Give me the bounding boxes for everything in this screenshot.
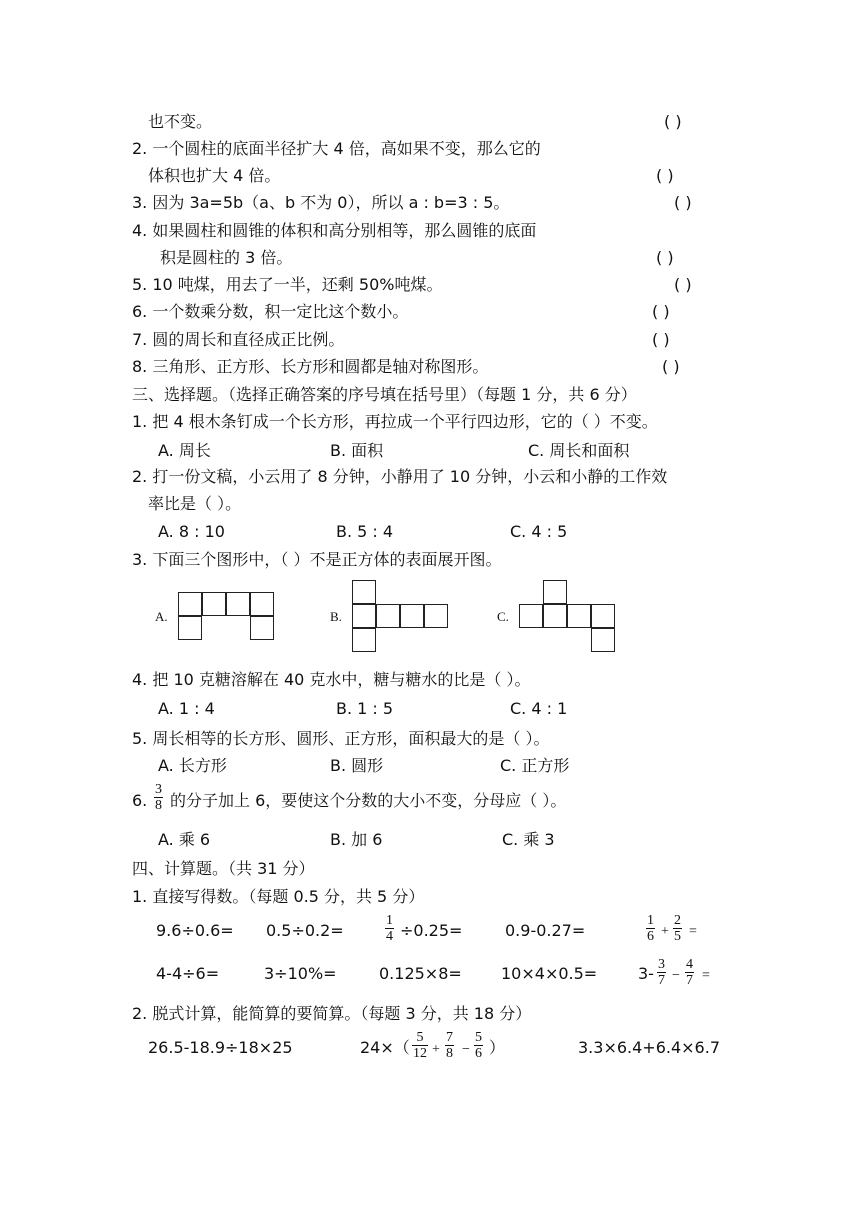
choice-q1-option-b[interactable]: B. 面积 xyxy=(330,441,384,460)
choice-q4: 4. 把 10 克糖溶解在 40 克水中，糖与糖水的比是（ ）。 xyxy=(132,670,531,689)
choice-q6-option-a[interactable]: A. 乘 6 xyxy=(158,830,211,849)
judge-item-1-cont: 也不变。 xyxy=(148,112,213,131)
fraction-numerator: 1 xyxy=(647,913,654,928)
choice-q6-number: 6. xyxy=(132,791,148,810)
fraction-numerator: 4 xyxy=(686,957,693,972)
calc-r3-c2-head: 24×（ xyxy=(360,1038,410,1057)
choice-q1-option-a[interactable]: A. 周长 xyxy=(158,441,211,460)
calc-r1-c3-fraction xyxy=(385,913,394,944)
choice-q5-option-b[interactable]: B. 圆形 xyxy=(330,756,384,775)
calc-r3-op1: + xyxy=(432,1042,440,1057)
calc-r2-c2: 3÷10%= xyxy=(264,964,337,983)
fraction-numerator: 3 xyxy=(658,957,665,972)
calc-r2-c5-op: − xyxy=(672,968,680,983)
judge-bracket-4[interactable]: ( ) xyxy=(656,248,674,267)
fraction-numerator: 1 xyxy=(386,913,393,928)
calc-r1-c3-tail: ÷0.25= xyxy=(400,921,463,940)
calc-heading: 四、计算题。（共 31 分） xyxy=(132,859,315,878)
calc-r1-c4: 0.9-0.27= xyxy=(505,921,586,940)
choice-q6-option-c[interactable]: C. 乘 3 xyxy=(502,830,555,849)
choice-heading: 三、选择题。（选择正确答案的序号填在括号里）（每题 1 分，共 6 分） xyxy=(132,385,637,404)
fraction-denominator: 8 xyxy=(155,798,162,813)
fraction-denominator: 5 xyxy=(674,929,681,944)
calc-r3-fraction-1 xyxy=(412,1030,428,1061)
judge-item-4: 4. 如果圆柱和圆锥的体积和高分别相等，那么圆锥的底面 xyxy=(132,221,537,240)
net-c-label[interactable]: C. xyxy=(497,609,509,624)
choice-q2: 2. 打一份文稿，小云用了 8 分钟，小静用了 10 分钟，小云和小静的工作效 xyxy=(132,467,668,486)
choice-q1-option-c[interactable]: C. 周长和面积 xyxy=(528,441,630,460)
choice-q5-option-a[interactable]: A. 长方形 xyxy=(158,756,227,775)
calc-r3-c3: 3.3×6.4+6.4×6.7 xyxy=(578,1038,720,1057)
calc-r1-c5-fraction-b xyxy=(673,913,682,944)
calc-part2-title: 2. 脱式计算，能简算的要简算。（每题 3 分，共 18 分） xyxy=(132,1004,532,1023)
judge-item-3: 3. 因为 3a=5b（a、b 不为 0），所以 a : b=3 : 5。 xyxy=(132,193,510,212)
judge-bracket-8[interactable]: ( ) xyxy=(662,357,680,376)
calc-r1-c1: 9.6÷0.6= xyxy=(156,921,234,940)
calc-r1-c5-op: + xyxy=(661,924,669,939)
judge-item-2-cont: 体积也扩大 4 倍。 xyxy=(148,166,281,185)
judge-bracket-6[interactable]: ( ) xyxy=(652,302,670,321)
calc-r1-c5-fraction-a xyxy=(646,913,655,944)
calc-r1-c5-eq: = xyxy=(689,924,697,939)
judge-item-6: 6. 一个数乘分数，积一定比这个数小。 xyxy=(132,302,409,321)
net-b-label[interactable]: B. xyxy=(330,609,342,624)
judge-bracket-2[interactable]: ( ) xyxy=(656,166,674,185)
judge-item-8: 8. 三角形、正方形、长方形和圆都是轴对称图形。 xyxy=(132,357,489,376)
fraction-denominator: 4 xyxy=(386,929,393,944)
calc-r2-c1: 4-4÷6= xyxy=(156,964,220,983)
fraction-denominator: 7 xyxy=(686,973,693,988)
choice-q6-fraction xyxy=(154,782,163,813)
judge-item-4-cont: 积是圆柱的 3 倍。 xyxy=(160,248,293,267)
choice-q2-option-a[interactable]: A. 8 : 10 xyxy=(158,522,225,541)
judge-item-2: 2. 一个圆柱的底面半径扩大 4 倍，高如果不变，那么它的 xyxy=(132,139,541,158)
judge-bracket-7[interactable]: ( ) xyxy=(652,330,670,349)
fraction-denominator: 7 xyxy=(658,973,665,988)
fraction-denominator: 8 xyxy=(446,1046,453,1061)
calc-r2-c5-eq: = xyxy=(702,968,710,983)
calc-r2-c5-fraction-b xyxy=(685,957,694,988)
judge-bracket-1[interactable]: ( ) xyxy=(664,112,682,131)
judge-bracket-5[interactable]: ( ) xyxy=(674,275,692,294)
calc-r2-c5-fraction-a xyxy=(657,957,666,988)
choice-q6-option-b[interactable]: B. 加 6 xyxy=(330,830,383,849)
choice-q6: 的分子加上 6，要使这个分数的大小不变，分母应（ ）。 xyxy=(170,791,567,810)
fraction-denominator: 6 xyxy=(647,929,654,944)
judge-item-7: 7. 圆的周长和直径成正比例。 xyxy=(132,330,345,349)
calc-r3-fraction-3 xyxy=(474,1030,483,1061)
choice-q4-option-b[interactable]: B. 1 : 5 xyxy=(336,699,394,718)
calc-r2-c3: 0.125×8= xyxy=(379,964,462,983)
choice-q2-option-b[interactable]: B. 5 : 4 xyxy=(336,522,394,541)
fraction-numerator: 2 xyxy=(674,913,681,928)
fraction-denominator: 12 xyxy=(413,1046,427,1061)
choice-q5-option-c[interactable]: C. 正方形 xyxy=(500,756,570,775)
choice-q2-cont: 率比是（ ）。 xyxy=(148,494,242,513)
calc-r2-c5-head: 3- xyxy=(638,964,654,983)
calc-r3-op2: − xyxy=(462,1042,470,1057)
choice-q2-option-c[interactable]: C. 4 : 5 xyxy=(510,522,568,541)
choice-q3: 3. 下面三个图形中，（ ）不是正方体的表面展开图。 xyxy=(132,550,502,569)
calc-r2-c4: 10×4×0.5= xyxy=(501,964,598,983)
net-a-label[interactable]: A. xyxy=(155,609,168,624)
choice-q4-option-c[interactable]: C. 4 : 1 xyxy=(510,699,568,718)
calc-r3-c2-tail: ） xyxy=(489,1038,506,1057)
fraction-numerator: 7 xyxy=(446,1030,453,1045)
judge-bracket-3[interactable]: ( ) xyxy=(674,193,692,212)
calc-r3-c1: 26.5-18.9÷18×25 xyxy=(148,1038,293,1057)
fraction-denominator: 6 xyxy=(475,1046,482,1061)
calc-r1-c2: 0.5÷0.2= xyxy=(266,921,344,940)
choice-q5: 5. 周长相等的长方形、圆形、正方形，面积最大的是（ ）。 xyxy=(132,729,550,748)
judge-item-5: 5. 10 吨煤，用去了一半，还剩 50%吨煤。 xyxy=(132,275,443,294)
fraction-numerator: 5 xyxy=(475,1030,482,1045)
calc-r3-fraction-2 xyxy=(445,1030,454,1061)
choice-q1: 1. 把 4 根木条钉成一个长方形，再拉成一个平行四边形，它的（ ）不变。 xyxy=(132,412,658,431)
calc-part1-title: 1. 直接写得数。（每题 0.5 分，共 5 分） xyxy=(132,887,425,906)
fraction-numerator: 3 xyxy=(155,782,162,797)
choice-q4-option-a[interactable]: A. 1 : 4 xyxy=(158,699,215,718)
fraction-numerator: 5 xyxy=(412,1030,428,1046)
